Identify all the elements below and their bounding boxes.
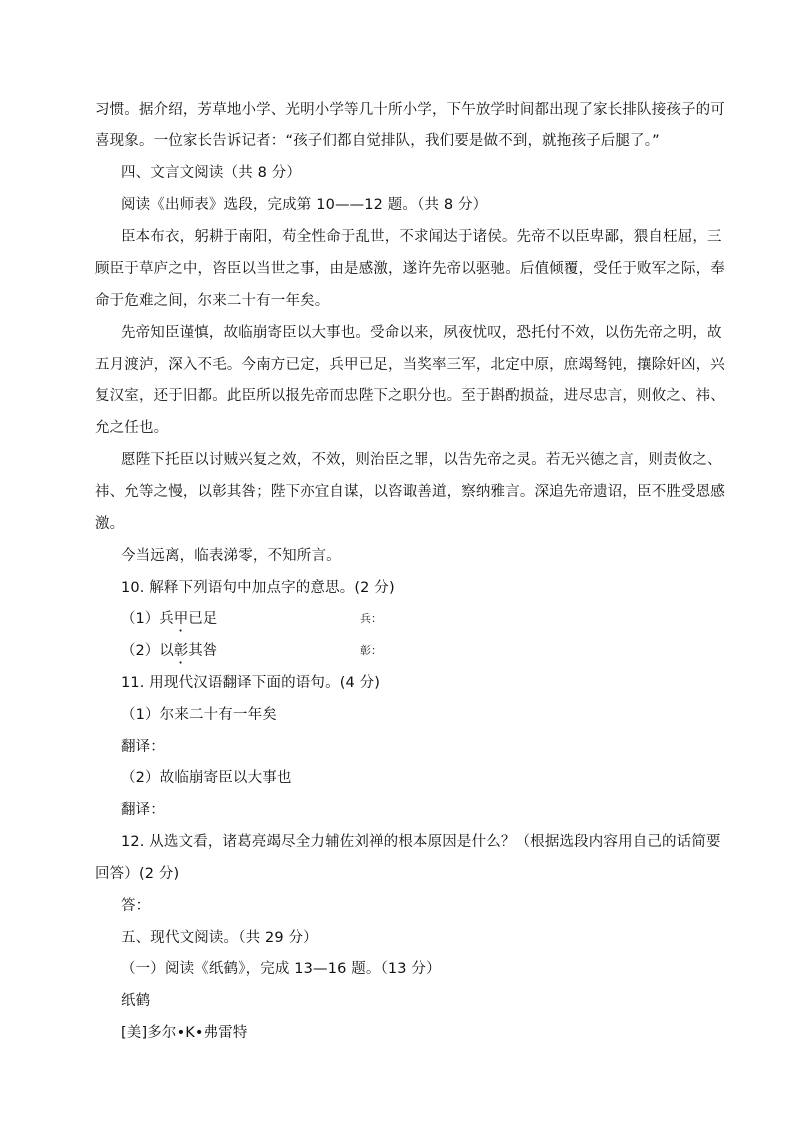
section-heading-4: 四、文言文阅读（共 8 分） (121, 165, 302, 181)
item-text: 兵 (159, 611, 174, 627)
classical-text-line: 先帝知臣谨慎，故临崩寄臣以大事也。受命以来，夙夜忧叹，恐托付不效，以伤先帝之明，故 (121, 325, 722, 341)
classical-text-line: 愿陛下托臣以讨贼兴复之效，不效，则治臣之罪，以告先帝之灵。若无兴德之言，则责攸之、 (121, 452, 722, 468)
answer-label: 彰： (360, 644, 382, 657)
classical-text-line: 复汉室，还于旧都。此臣所以报先帝而忠陛下之职分也。至于斟酌损益，进尽忠言，则攸之、祎、 (95, 388, 725, 404)
question-11: 11. 用现代汉语翻译下面的语句。(4 分) (121, 675, 381, 691)
paragraph-line: 喜现象。一位家长告诉记者：“孩子们都自觉排队，我们要是做不到，就拖孩子后腿了。” (95, 133, 660, 149)
item-number: （2） (121, 643, 160, 659)
answer-label: 答： (121, 898, 151, 914)
classical-text-line: 臣本布衣，躬耕于南阳，苟全性命于乱世，不求闻达于诸侯。先帝不以臣卑鄙，猥自枉屈，三 (121, 229, 722, 245)
emphasized-character: 彰 (173, 643, 189, 659)
classical-text-line: 顾臣于草庐之中，咨臣以当世之事，由是感激，遂许先帝以驱驰。后值倾覆，受任于败军之际，奉 (95, 261, 725, 277)
story-title: 纸鹤 (121, 993, 151, 1009)
question-10: 10. 解释下列语句中加点字的意思。(2 分) (121, 580, 395, 596)
question-11-item-2: （2）故临崩寄臣以大事也 (121, 770, 292, 786)
story-author: [美]多尔•K•弗雷特 (121, 1025, 248, 1041)
question-10-item-1 (121, 609, 541, 635)
item-text: 其咎 (188, 643, 218, 659)
translation-label: 翻译： (121, 802, 165, 818)
classical-text-line: 五月渡泸，深入不毛。今南方已定，兵甲已足，当奖率三军，北定中原，庶竭驽钝，攘除奸凶，兴 (95, 357, 725, 373)
classical-text-line: 祎、允等之慢，以彰其咎；陛下亦宜自谋，以咨诹善道，察纳雅言。深追先帝遗诏，臣不胜受恩感 (95, 484, 725, 500)
subsection-heading: （一）阅读《纸鹤》，完成 13—16 题。（13 分） (121, 961, 441, 977)
item-number: （1） (121, 611, 160, 627)
question-10-item-2 (121, 641, 541, 667)
item-text: 已足 (188, 611, 218, 627)
classical-text-line: 今当远离，临表涕零，不知所言。 (121, 548, 341, 564)
emphasized-character: 甲 (173, 611, 189, 627)
answer-label: 兵： (360, 612, 382, 625)
section-heading-5: 五、现代文阅读。（共 29 分） (121, 930, 318, 946)
question-11-item-1: （1）尔来二十有一年矣 (121, 707, 277, 723)
classical-text-line: 命于危难之间，尔来二十有一年矣。 (95, 293, 330, 309)
item-text: 以 (159, 643, 174, 659)
question-12: 12. 从选文看，诸葛亮竭尽全力辅佐刘禅的根本原因是什么？（根据选段内容用自己的话简要 (121, 834, 721, 850)
paragraph-line: 习惯。据介绍，芳草地小学、光明小学等几十所小学，下午放学时间都出现了家长排队接孩子的可 (95, 102, 725, 118)
translation-label: 翻译： (121, 739, 165, 755)
classical-text-line: 允之任也。 (95, 420, 169, 436)
classical-text-line: 激。 (95, 516, 125, 532)
reading-intro: 阅读《出师表》选段，完成第 10——12 题。（共 8 分） (121, 197, 488, 213)
question-12-continued: 回答）(2 分) (95, 866, 180, 882)
